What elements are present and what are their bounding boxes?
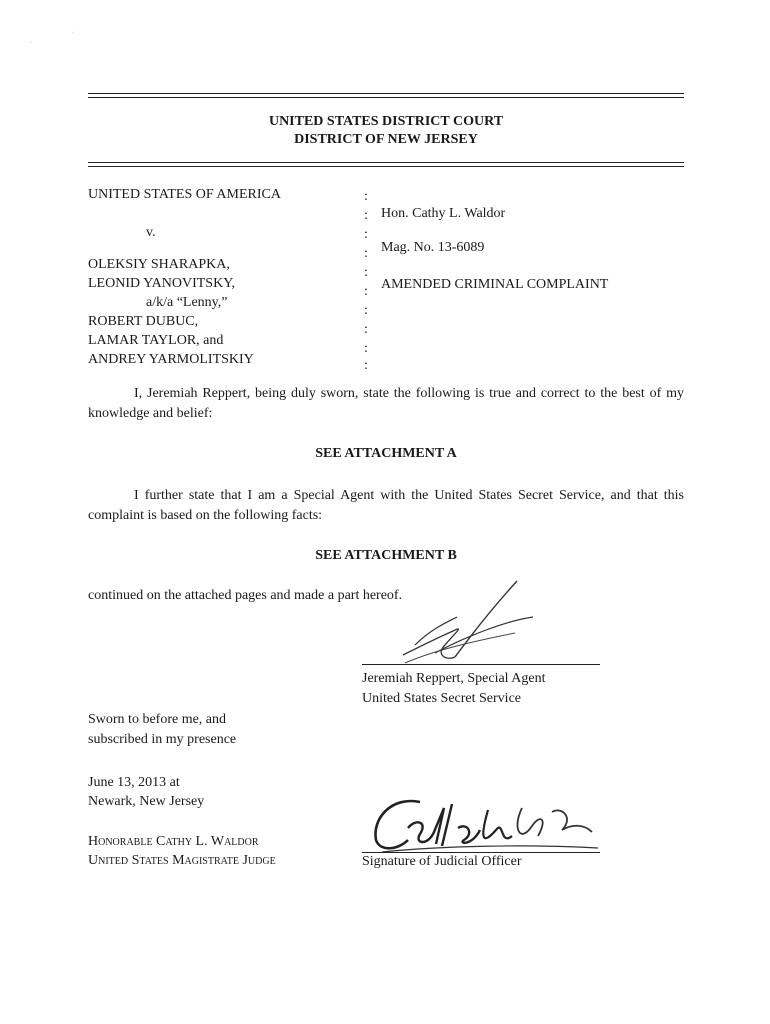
caption-separator: : xyxy=(364,303,368,318)
defendant-name: ANDREY YARMOLITSKIY xyxy=(88,352,254,367)
caption-separator: : xyxy=(364,322,368,337)
caption-separator: : xyxy=(364,341,368,356)
defendant-alias: a/k/a “Lenny,” xyxy=(146,295,228,310)
affidavit-paragraph: I, Jeremiah Reppert, being duly sworn, state the following is true and correct to the best of my knowledge and belief: xyxy=(88,386,684,421)
header-rule-bottom xyxy=(88,162,684,163)
document-title: AMENDED CRIMINAL COMPLAINT xyxy=(381,277,609,292)
magistrate-number: Mag. No. 13-6089 xyxy=(381,240,485,255)
affiant-agency: United States Secret Service xyxy=(362,691,522,706)
scan-speck: · xyxy=(72,30,74,36)
jurat-sworn: Sworn to before me, and xyxy=(88,712,227,727)
court-name: UNITED STATES DISTRICT COURT xyxy=(268,114,504,129)
header-rule-top xyxy=(88,93,684,94)
versus: v. xyxy=(146,225,156,240)
affiant-signature-line xyxy=(362,664,600,665)
judicial-officer-signature xyxy=(362,788,602,860)
continued-text: continued on the attached pages and made a part hereof. xyxy=(88,588,403,603)
attachment-b-heading: SEE ATTACHMENT B xyxy=(315,548,457,563)
defendant-name: OLEKSIY SHARAPKA, xyxy=(88,257,230,272)
judge-name: Hon. Cathy L. Waldor xyxy=(381,206,506,221)
affiant-signature xyxy=(395,575,545,670)
jurat-date: June 13, 2013 at xyxy=(88,775,180,790)
affidavit-paragraph: I further state that I am a Special Agent with the United States Secret Service, and that this complaint is based on the following facts: xyxy=(88,488,684,523)
judicial-signature-line xyxy=(362,852,600,853)
plaintiff: UNITED STATES OF AMERICA xyxy=(88,187,281,202)
caption-separator: : xyxy=(364,208,368,223)
attachment-a-heading: SEE ATTACHMENT A xyxy=(315,446,457,461)
affiant-name-title: Jeremiah Reppert, Special Agent xyxy=(362,671,546,686)
caption-separator: : xyxy=(364,189,368,204)
header-rule-bottom xyxy=(88,166,684,167)
judicial-signature-label: Signature of Judicial Officer xyxy=(362,854,522,869)
caption-separator: : xyxy=(364,265,368,280)
defendant-name: ROBERT DUBUC, xyxy=(88,314,199,329)
scan-speck: · xyxy=(30,40,32,46)
caption-separator: : xyxy=(364,358,368,373)
caption-separator: : xyxy=(364,246,368,261)
court-district: DISTRICT OF NEW JERSEY xyxy=(294,132,478,147)
header-rule-top xyxy=(88,97,684,98)
jurat-place: Newark, New Jersey xyxy=(88,794,205,809)
caption-separator: : xyxy=(364,284,368,299)
jurat-subscribed: subscribed in my presence xyxy=(88,732,237,747)
judge-name-block: Honorable Cathy L. Waldor xyxy=(88,834,259,849)
defendant-name: LEONID YANOVITSKY, xyxy=(88,276,235,291)
caption-separator: : xyxy=(364,227,368,242)
defendant-name: LAMAR TAYLOR, and xyxy=(88,333,224,348)
judge-title-block: United States Magistrate Judge xyxy=(88,853,276,868)
